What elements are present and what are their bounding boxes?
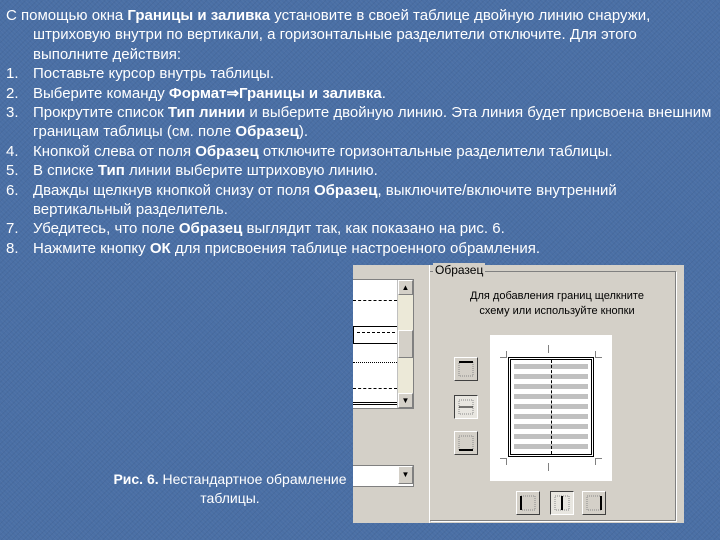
instructions-text (6, 6, 712, 258)
inner-horizontal-border-button[interactable] (454, 395, 478, 419)
preview-corner-mark (595, 458, 602, 465)
right-border-button[interactable] (582, 491, 606, 515)
sample-panel (429, 265, 684, 523)
step-item: 7. Убедитесь, что поле Образец выглядит так, как показано на рис. 6. (6, 220, 505, 238)
step-item: 8. Нажмите кнопку ОК для присвоения таблице настроенного обрамления. (6, 239, 540, 257)
border-dialog-left-panel (353, 265, 429, 523)
intro-paragraph: С помощью окна Границы и заливка установите в своей таблице двойную линию снаружи, штриховую внутри по вертикали, а горизонтальные разделители отключите. Для этого выполните действия: (6, 7, 651, 63)
sample-hint: Для добавления границ щелкните схему или используйте кнопки (470, 290, 644, 317)
inner-horizontal-border-icon (458, 399, 474, 415)
preview-crop-mark (548, 463, 549, 471)
line-style-double-option[interactable] (353, 402, 397, 405)
preview-table (508, 357, 594, 457)
inner-vertical-border-button[interactable] (550, 491, 574, 515)
preview-crop-mark (548, 345, 549, 353)
line-style-dash-dot-option[interactable] (353, 388, 397, 389)
step-item: 2. Выберите команду Формат⇒Границы и заливка. (6, 84, 386, 102)
step-item: 3. Прокрутите список Тип линии и выберите двойную линию. Эта линия будет присвоена внешним границам таблицы (см. поле Образец). (6, 104, 712, 141)
bottom-border-icon (458, 435, 474, 451)
step-item: 4. Кнопкой слева от поля Образец отключите горизонтальные разделители таблицы. (6, 142, 613, 160)
left-border-icon (520, 495, 536, 511)
inner-vertical-border-icon (554, 495, 570, 511)
preview-corner-mark (595, 351, 602, 358)
scroll-down-arrow-icon[interactable]: ▼ (398, 393, 413, 408)
figure-caption: Рис. 6. Нестандартное обрамление таблицы. (113, 471, 347, 506)
left-border-button[interactable] (516, 491, 540, 515)
steps-list (6, 64, 712, 258)
right-border-icon (586, 495, 602, 511)
scroll-up-arrow-icon[interactable]: ▲ (398, 280, 413, 295)
step-item: 5. В списке Тип линии выберите штриховую линию. (6, 162, 378, 180)
step-item: 1. Поставьте курсор внутрь таблицы. (6, 65, 274, 83)
line-style-list[interactable] (353, 279, 414, 409)
line-color-combo[interactable] (353, 465, 414, 487)
line-style-dotted-option[interactable] (353, 362, 397, 363)
scroll-thumb[interactable] (398, 330, 413, 358)
line-style-dashed-wide-option[interactable] (357, 332, 395, 333)
line-style-dashed-option[interactable] (353, 300, 397, 301)
line-style-scrollbar[interactable] (397, 280, 413, 408)
bottom-border-button[interactable] (454, 431, 478, 455)
preview-corner-mark (500, 351, 507, 358)
line-style-selected-option[interactable] (353, 326, 399, 344)
top-border-button[interactable] (454, 357, 478, 381)
sample-group-title: Образец (435, 263, 484, 277)
dropdown-arrow-icon[interactable]: ▼ (398, 466, 413, 484)
preview-corner-mark (500, 458, 507, 465)
preview-vertical-dashed-divider (551, 360, 552, 454)
sample-preview[interactable] (490, 335, 612, 481)
step-item: 6. Дважды щелкнув кнопкой снизу от поля Образец, выключите/включите внутренний вертикальный разделитель. (6, 181, 617, 219)
top-border-icon (458, 361, 474, 377)
